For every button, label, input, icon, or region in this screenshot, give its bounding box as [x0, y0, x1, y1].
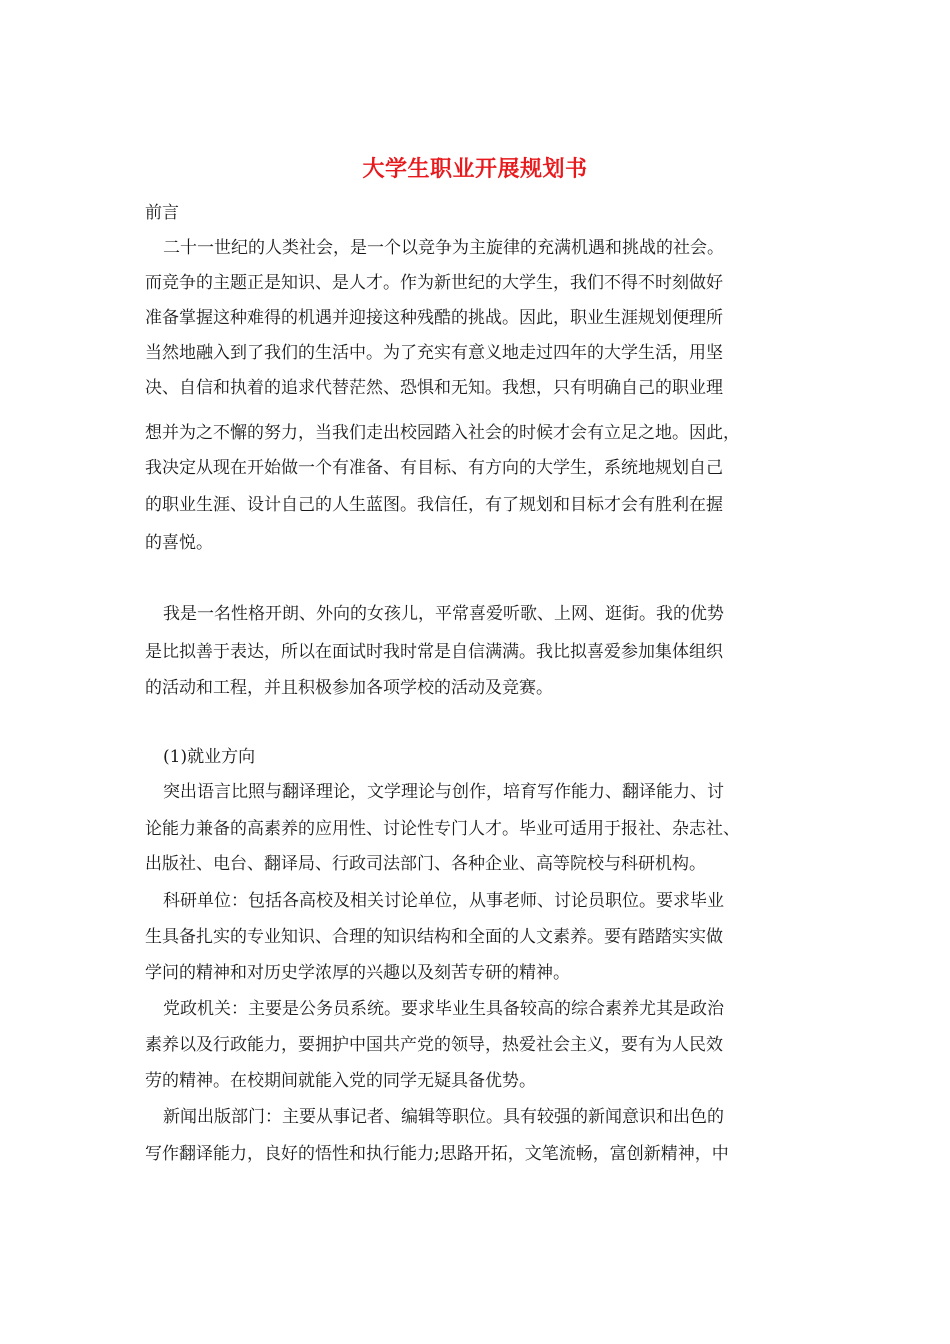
- section-line: 突出语言比照与翻译理论，文学理论与创作，培育写作能力、翻译能力、讨: [163, 782, 724, 802]
- section-line: 出版社、电台、翻译局、行政司法部门、各种企业、高等院校与科研机构。: [145, 854, 706, 874]
- preface-line: 二十一世纪的人类社会，是一个以竞争为主旋律的充满机遇和挑战的社会。: [163, 238, 724, 258]
- self-intro-line: 我是一名性格开朗、外向的女孩儿，平常喜爱听歌、上网、逛街。我的优势: [163, 604, 724, 624]
- section-line: 论能力兼备的高素养的应用性、讨论性专门人才。毕业可适用于报社、杂志社、: [145, 819, 740, 839]
- self-intro-line: 的活动和工程，并且积极参加各项学校的活动及竞赛。: [145, 678, 553, 698]
- preface-line: 想并为之不懈的努力，当我们走出校园踏入社会的时候才会有立足之地。因此，: [145, 423, 740, 443]
- preface-line: 的职业生涯、设计自己的人生蓝图。我信任，有了规划和目标才会有胜利在握: [145, 495, 723, 515]
- section-line: 生具备扎实的专业知识、合理的知识结构和全面的人文素养。要有踏踏实实做: [145, 927, 723, 947]
- section-line: 素养以及行政能力，要拥护中国共产党的领导，热爱社会主义，要有为人民效: [145, 1035, 723, 1055]
- section-line: 科研单位：包括各高校及相关讨论单位，从事老师、讨论员职位。要求毕业: [163, 891, 724, 911]
- preface-line: 而竞争的主题正是知识、是人才。作为新世纪的大学生，我们不得不时刻做好: [145, 273, 723, 293]
- self-intro-line: 是比拟善于表达，所以在面试时我时常是自信满满。我比拟喜爱参加集体组织: [145, 642, 723, 662]
- preface-line: 准备掌握这种难得的机遇并迎接这种残酷的挑战。因此，职业生涯规划便理所: [145, 308, 723, 328]
- preface-line: 当然地融入到了我们的生活中。为了充实有意义地走过四年的大学生活，用坚: [145, 343, 723, 363]
- section-heading: (1)就业方向: [163, 747, 256, 767]
- section-line: 党政机关：主要是公务员系统。要求毕业生具备较高的综合素养尤其是政治: [163, 999, 724, 1019]
- section-line: 新闻出版部门：主要从事记者、编辑等职位。具有较强的新闻意识和出色的: [163, 1107, 724, 1127]
- preface-heading: 前言: [145, 203, 179, 223]
- section-line: 写作翻译能力，良好的悟性和执行能力;思路开拓，文笔流畅，富创新精神，中: [145, 1144, 729, 1164]
- preface-line: 我决定从现在开始做一个有准备、有目标、有方向的大学生，系统地规划自己: [145, 458, 723, 478]
- section-line: 劳的精神。在校期间就能入党的同学无疑具备优势。: [145, 1071, 536, 1091]
- preface-line: 决、自信和执着的追求代替茫然、恐惧和无知。我想，只有明确自己的职业理: [145, 378, 723, 398]
- section-line: 学问的精神和对历史学浓厚的兴趣以及刻苦专研的精神。: [145, 963, 570, 983]
- preface-line: 的喜悦。: [145, 533, 213, 553]
- document-title: 大学生职业开展规划书: [362, 156, 588, 182]
